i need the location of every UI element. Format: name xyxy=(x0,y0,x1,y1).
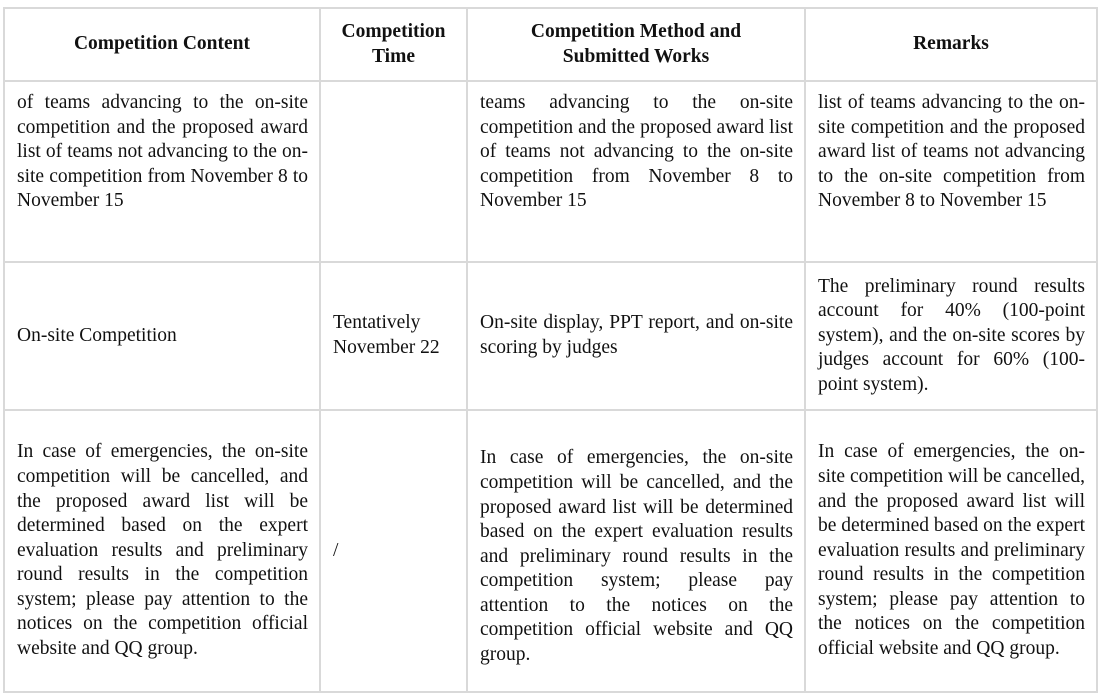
header-competition-time: Competition Time xyxy=(320,8,467,81)
competition-table xyxy=(3,7,1098,693)
header-competition-method: Competition Method and Submitted Works xyxy=(467,8,805,81)
header-remarks: Remarks xyxy=(805,8,1097,81)
cell-time: Tentatively November 22 xyxy=(320,262,467,410)
cell-time xyxy=(320,81,467,262)
table-header-row xyxy=(4,8,1097,81)
cell-content: of teams advancing to the on-site competition and the proposed award list of teams not advancing to the on-site competition from November 8 to November 15 xyxy=(4,81,320,262)
cell-content: On-site Competition xyxy=(4,262,320,410)
table-row xyxy=(4,262,1097,410)
table-row xyxy=(4,410,1097,692)
cell-time: / xyxy=(320,410,467,692)
cell-remarks: list of teams advancing to the on-site competition and the proposed award list of teams not advancing to the on-site competition from November 8 to November 15 xyxy=(805,81,1097,262)
cell-remarks: The preliminary round results account for 40% (100-point system), and the on-site scores by judges account for 60% (100-point system). xyxy=(805,262,1097,410)
header-competition-content: Competition Content xyxy=(4,8,320,81)
cell-method: On-site display, PPT report, and on-site scoring by judges xyxy=(467,262,805,410)
cell-content: In case of emergencies, the on-site competition will be cancelled, and the proposed award list will be determined based on the expert evaluation results and preliminary round results in the competition system; please pay attention to the notices on the competition official website and QQ group. xyxy=(4,410,320,692)
table-row xyxy=(4,81,1097,262)
cell-method: In case of emergencies, the on-site competition will be cancelled, and the proposed award list will be determined based on the expert evaluation results and preliminary round results in the competition system; please pay attention to the notices on the competition official website and QQ group. xyxy=(467,410,805,692)
cell-method: teams advancing to the on-site competition and the proposed award list of teams not advancing to the on-site competition from November 8 to November 15 xyxy=(467,81,805,262)
cell-remarks: In case of emergencies, the on-site competition will be cancelled, and the proposed award list will be determined based on the expert evaluation results and preliminary round results in the competition system; please pay attention to the notices on the competition official website and QQ group. xyxy=(805,410,1097,692)
